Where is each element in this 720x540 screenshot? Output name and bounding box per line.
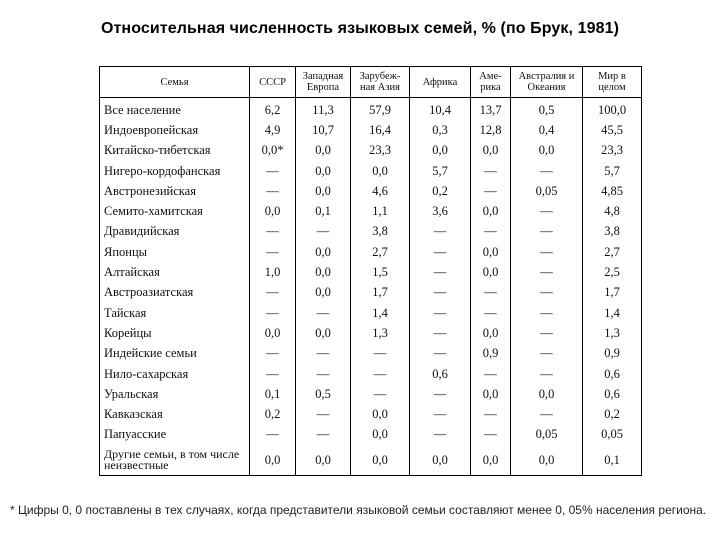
value-cell: 57,9: [351, 98, 410, 121]
table-row: [100, 323, 642, 343]
value-cell: 1,5: [351, 262, 410, 282]
value-cell: 0,5: [511, 98, 583, 121]
value-cell: 45,5: [583, 120, 642, 140]
table-row: [100, 344, 642, 364]
value-cell: 6,2: [250, 98, 296, 121]
value-cell: 2,7: [583, 242, 642, 262]
value-cell: 0,05: [511, 181, 583, 201]
value-cell: 0,0: [410, 445, 471, 476]
value-cell: —: [471, 303, 511, 323]
value-cell: 11,3: [296, 98, 351, 121]
value-cell: 0,6: [583, 384, 642, 404]
value-cell: 5,7: [410, 161, 471, 181]
value-cell: —: [250, 181, 296, 201]
family-name-cell: Австроазиатская: [100, 283, 250, 303]
table-row: [100, 201, 642, 221]
value-cell: —: [410, 384, 471, 404]
value-cell: —: [511, 201, 583, 221]
value-cell: 1,4: [351, 303, 410, 323]
table-row: [100, 303, 642, 323]
value-cell: 0,0*: [250, 141, 296, 161]
value-cell: 0,6: [583, 364, 642, 384]
value-cell: 0,5: [296, 384, 351, 404]
column-header: Западная Европа: [296, 67, 351, 98]
value-cell: 0,0: [511, 141, 583, 161]
value-cell: 0,0: [511, 445, 583, 476]
table-row: [100, 283, 642, 303]
family-name-cell: Японцы: [100, 242, 250, 262]
value-cell: —: [410, 283, 471, 303]
value-cell: 4,6: [351, 181, 410, 201]
value-cell: —: [250, 222, 296, 242]
value-cell: —: [471, 181, 511, 201]
value-cell: —: [471, 404, 511, 424]
value-cell: 0,0: [410, 141, 471, 161]
footnote: * Цифры 0, 0 поставлены в тех случаях, когда представители языковой семьи составляют менее 0, 05% населения региона.: [10, 503, 707, 517]
family-name-cell: Кавказская: [100, 404, 250, 424]
value-cell: —: [471, 425, 511, 445]
value-cell: —: [250, 344, 296, 364]
value-cell: —: [410, 303, 471, 323]
value-cell: —: [296, 303, 351, 323]
table-row: [100, 384, 642, 404]
value-cell: 0,2: [250, 404, 296, 424]
value-cell: —: [511, 161, 583, 181]
value-cell: 0,0: [471, 262, 511, 282]
value-cell: —: [296, 344, 351, 364]
table-row: [100, 161, 642, 181]
table-row: [100, 425, 642, 445]
value-cell: 0,0: [296, 262, 351, 282]
column-header: Мир в целом: [583, 67, 642, 98]
value-cell: 5,7: [583, 161, 642, 181]
value-cell: 10,7: [296, 120, 351, 140]
value-cell: —: [511, 283, 583, 303]
column-header: Зарубеж-ная Азия: [351, 67, 410, 98]
value-cell: —: [511, 344, 583, 364]
value-cell: 0,0: [471, 141, 511, 161]
value-cell: 0,3: [410, 120, 471, 140]
value-cell: —: [511, 303, 583, 323]
value-cell: 0,9: [471, 344, 511, 364]
value-cell: 23,3: [351, 141, 410, 161]
value-cell: 0,1: [250, 384, 296, 404]
value-cell: —: [511, 222, 583, 242]
value-cell: 1,1: [351, 201, 410, 221]
family-name-cell: Австронезийская: [100, 181, 250, 201]
value-cell: —: [250, 303, 296, 323]
column-header: Африка: [410, 67, 471, 98]
table-row: [100, 98, 642, 121]
language-families-table: [99, 66, 641, 476]
value-cell: 16,4: [351, 120, 410, 140]
value-cell: 0,0: [296, 283, 351, 303]
value-cell: 0,0: [351, 404, 410, 424]
value-cell: 0,2: [583, 404, 642, 424]
family-name-cell: Индоевропейская: [100, 120, 250, 140]
value-cell: 0,0: [511, 384, 583, 404]
column-header: Аме-рика: [471, 67, 511, 98]
page-title: Относительная численность языковых семей, % (по Брук, 1981): [100, 20, 620, 37]
value-cell: 0,0: [296, 445, 351, 476]
value-cell: —: [351, 344, 410, 364]
value-cell: 0,4: [511, 120, 583, 140]
value-cell: 0,05: [583, 425, 642, 445]
value-cell: —: [250, 425, 296, 445]
table-row: [100, 364, 642, 384]
value-cell: 12,8: [471, 120, 511, 140]
value-cell: 0,0: [351, 445, 410, 476]
table-row: [100, 242, 642, 262]
family-name-cell: Семито-хамитская: [100, 201, 250, 221]
table-row: [100, 445, 642, 476]
value-cell: —: [511, 364, 583, 384]
value-cell: —: [296, 425, 351, 445]
family-name-cell: Индейские семьи: [100, 344, 250, 364]
family-name-cell: Алтайская: [100, 262, 250, 282]
value-cell: 0,2: [410, 181, 471, 201]
column-header: Австралия и Океания: [511, 67, 583, 98]
value-cell: —: [250, 242, 296, 262]
family-name-cell: Китайско-тибетская: [100, 141, 250, 161]
family-name-cell: Корейцы: [100, 323, 250, 343]
value-cell: —: [471, 283, 511, 303]
value-cell: 0,0: [471, 445, 511, 476]
value-cell: —: [410, 344, 471, 364]
table-row: [100, 181, 642, 201]
value-cell: 13,7: [471, 98, 511, 121]
value-cell: 23,3: [583, 141, 642, 161]
value-cell: 1,0: [250, 262, 296, 282]
value-cell: —: [511, 404, 583, 424]
value-cell: 3,8: [583, 222, 642, 242]
value-cell: —: [250, 283, 296, 303]
value-cell: —: [511, 323, 583, 343]
value-cell: 0,0: [471, 384, 511, 404]
table-header: [100, 67, 642, 98]
value-cell: 0,1: [296, 201, 351, 221]
value-cell: 0,0: [250, 201, 296, 221]
family-name-cell: Тайская: [100, 303, 250, 323]
value-cell: 100,0: [583, 98, 642, 121]
family-name-cell: Папуасские: [100, 425, 250, 445]
value-cell: 0,0: [296, 161, 351, 181]
value-cell: —: [296, 222, 351, 242]
value-cell: 0,0: [471, 323, 511, 343]
value-cell: —: [410, 425, 471, 445]
value-cell: 1,3: [351, 323, 410, 343]
value-cell: —: [351, 364, 410, 384]
value-cell: —: [296, 364, 351, 384]
value-cell: 4,8: [583, 201, 642, 221]
value-cell: 1,7: [351, 283, 410, 303]
value-cell: 0,0: [250, 323, 296, 343]
value-cell: 0,0: [296, 242, 351, 262]
value-cell: 4,85: [583, 181, 642, 201]
table-row: [100, 262, 642, 282]
family-name-cell: Нило-сахарская: [100, 364, 250, 384]
value-cell: 4,9: [250, 120, 296, 140]
value-cell: 0,0: [351, 161, 410, 181]
value-cell: —: [250, 364, 296, 384]
value-cell: 1,3: [583, 323, 642, 343]
value-cell: 0,6: [410, 364, 471, 384]
family-name-cell: Нигеро-кордофанская: [100, 161, 250, 181]
value-cell: 0,9: [583, 344, 642, 364]
family-name-cell: Дравидийская: [100, 222, 250, 242]
value-cell: —: [410, 323, 471, 343]
value-cell: 2,5: [583, 262, 642, 282]
value-cell: 0,05: [511, 425, 583, 445]
value-cell: 0,0: [471, 242, 511, 262]
table-row: [100, 404, 642, 424]
table-body: [100, 98, 642, 476]
value-cell: —: [410, 262, 471, 282]
value-cell: 3,8: [351, 222, 410, 242]
value-cell: —: [511, 262, 583, 282]
value-cell: 10,4: [410, 98, 471, 121]
value-cell: —: [511, 242, 583, 262]
column-header: Семья: [100, 67, 250, 98]
value-cell: 0,0: [296, 181, 351, 201]
value-cell: —: [296, 404, 351, 424]
value-cell: 1,4: [583, 303, 642, 323]
table-row: [100, 222, 642, 242]
family-name-cell: Другие семьи, в том числе неизвестные: [100, 445, 250, 476]
value-cell: 0,1: [583, 445, 642, 476]
value-cell: 0,0: [250, 445, 296, 476]
value-cell: 0,0: [296, 323, 351, 343]
value-cell: 2,7: [351, 242, 410, 262]
value-cell: —: [471, 161, 511, 181]
column-header: СССР: [250, 67, 296, 98]
family-name-cell: Уральская: [100, 384, 250, 404]
value-cell: —: [471, 364, 511, 384]
value-cell: 0,0: [471, 201, 511, 221]
value-cell: 0,0: [296, 141, 351, 161]
value-cell: 0,0: [351, 425, 410, 445]
value-cell: —: [410, 242, 471, 262]
value-cell: —: [410, 404, 471, 424]
family-name-cell: Все население: [100, 98, 250, 121]
value-cell: —: [250, 161, 296, 181]
value-cell: —: [410, 222, 471, 242]
table-row: [100, 120, 642, 140]
value-cell: 3,6: [410, 201, 471, 221]
value-cell: 1,7: [583, 283, 642, 303]
table-row: [100, 141, 642, 161]
value-cell: —: [471, 222, 511, 242]
value-cell: —: [351, 384, 410, 404]
